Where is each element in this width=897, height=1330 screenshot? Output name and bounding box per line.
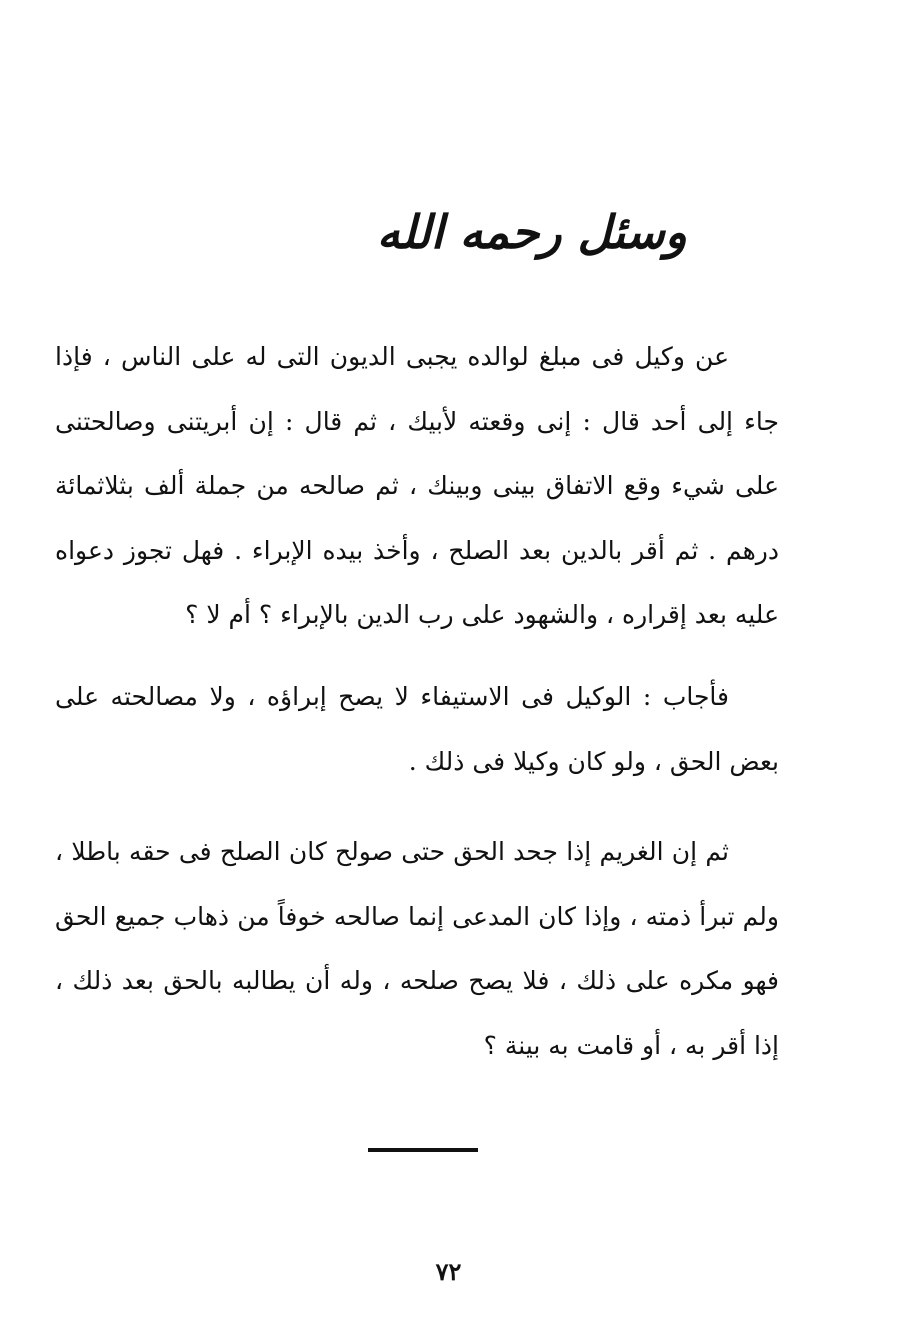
answer-paragraph bbox=[55, 665, 779, 794]
section-heading: وسئل رحمه الله bbox=[376, 205, 687, 259]
continuation-paragraph bbox=[55, 820, 779, 1078]
paragraph-text: عن وكيل فى مبلغ لوالده يجبى الديون التى له على الناس ، فإذا جاء إلى أحد قال : إنى وقعته لأبيك ، ثم قال : إن أبريتنى وصالحتنى على شيء وقع الاتفاق بينى وبينك ، ثم صالحه من جملة ألف بثلاثمائة درهم . ثم أقر بالدين بعد الصلح ، وأخذ بيده الإبراء . فهل تجوز دعواه عليه بعد إقراره ، والشهود على رب الدين بالإبراء ؟ أم لا ؟ bbox=[55, 342, 779, 629]
section-divider bbox=[368, 1148, 478, 1152]
paragraph-text: فأجاب : الوكيل فى الاستيفاء لا يصح إبراؤه ، ولا مصالحته على بعض الحق ، ولو كان وكيلا فى ذلك . bbox=[55, 682, 779, 776]
page-number: ٧٢ bbox=[435, 1257, 462, 1286]
question-paragraph bbox=[55, 325, 779, 648]
paragraph-text: ثم إن الغريم إذا جحد الحق حتى صولح كان الصلح فى حقه باطلا ، ولم تبرأ ذمته ، وإذا كان المدعى إنما صالحه خوفاً من ذهاب جميع الحق فهو مكره على ذلك ، فلا يصح صلحه ، وله أن يطالبه بالحق بعد ذلك ، إذا أقر به ، أو قامت به بينة ؟ bbox=[55, 837, 779, 1060]
